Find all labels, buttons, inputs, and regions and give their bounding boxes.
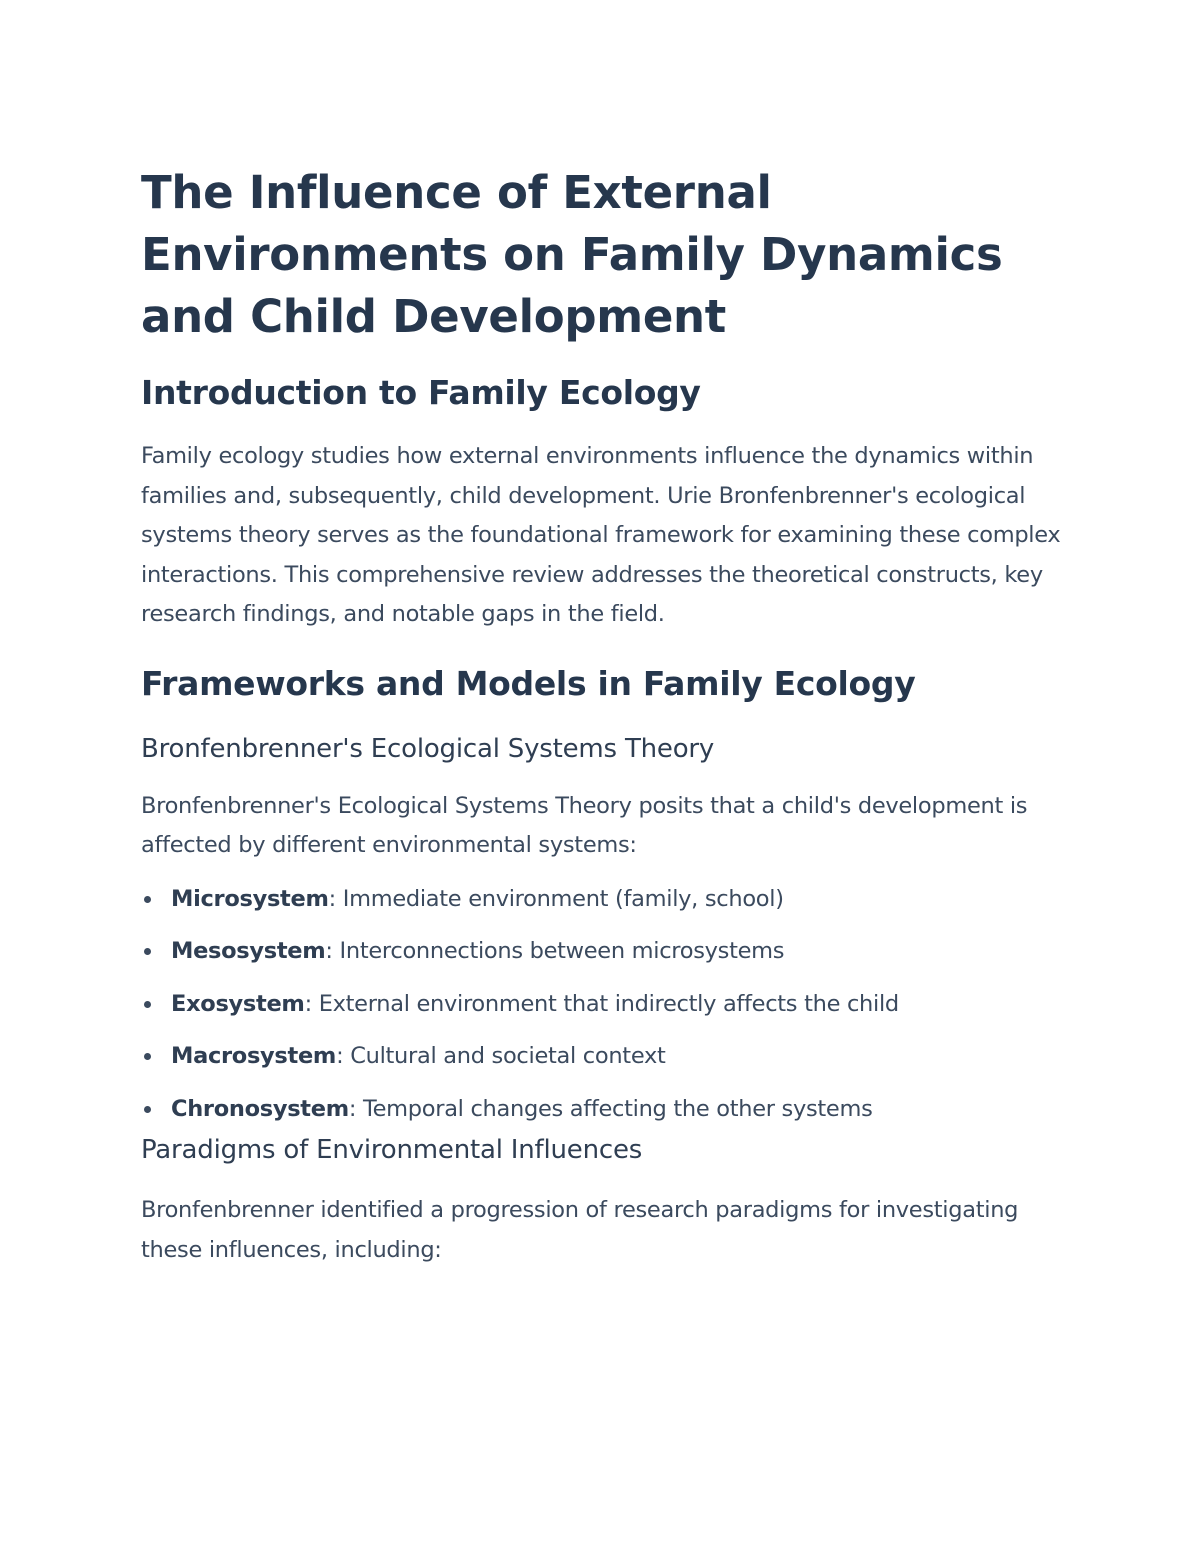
bullet-icon (144, 1106, 151, 1113)
list-item-description: : Immediate environment (family, school) (328, 885, 784, 912)
page-title: The Influence of External Environments on Family Dynamics and Child Development (141, 166, 1003, 343)
list-item-term: Macrosystem (171, 1043, 337, 1069)
bullet-icon (144, 948, 151, 955)
list-item-description: : Cultural and societal context (336, 1043, 666, 1069)
list-item-term: Chronosystem (171, 1095, 349, 1122)
section-heading-introduction: Introduction to Family Ecology (141, 373, 701, 412)
section-heading-frameworks: Frameworks and Models in Family Ecology (141, 663, 916, 703)
bullet-icon (144, 1001, 151, 1008)
bullet-icon (144, 896, 151, 903)
list-item-term: Exosystem (171, 990, 305, 1017)
list-item-chronosystem (141, 1090, 1061, 1130)
list-item-microsystem (141, 880, 1061, 920)
systems-list (141, 880, 1061, 1130)
document-page (141, 162, 1061, 1270)
ecological-systems-paragraph: Bronfenbrenner's Ecological Systems Theory posits that a child's development is affected by different environmental systems: (141, 792, 1028, 858)
list-item-description: : External environment that indirectly affects the child (304, 990, 899, 1017)
subsection-heading-ecological-systems-theory: Bronfenbrenner's Ecological Systems Theory (141, 733, 715, 764)
introduction-paragraph: Family ecology studies how external environments influence the dynamics within families and, subsequently, child development. Urie Bronfenbrenner's ecological systems theory serves as the foundational framework for examining these complex interactions. This comprehensive review addresses the theoretical constructs, key research findings, and notable gaps in the field. (141, 443, 1061, 627)
list-item-description: : Temporal changes affecting the other systems (348, 1095, 873, 1122)
list-item-macrosystem (141, 1037, 1061, 1077)
list-item-term: Microsystem (171, 885, 329, 912)
list-item-term: Mesosystem (171, 938, 326, 964)
list-item-description: : Interconnections between microsystems (325, 938, 785, 964)
subsection-heading-paradigms: Paradigms of Environmental Influences (141, 1135, 643, 1165)
bullet-icon (144, 1053, 151, 1060)
paradigms-paragraph: Bronfenbrenner identified a progression of research paradigms for investigating these influences, including: (141, 1197, 1019, 1263)
list-item-mesosystem (141, 932, 1061, 972)
list-item-exosystem (141, 985, 1061, 1025)
